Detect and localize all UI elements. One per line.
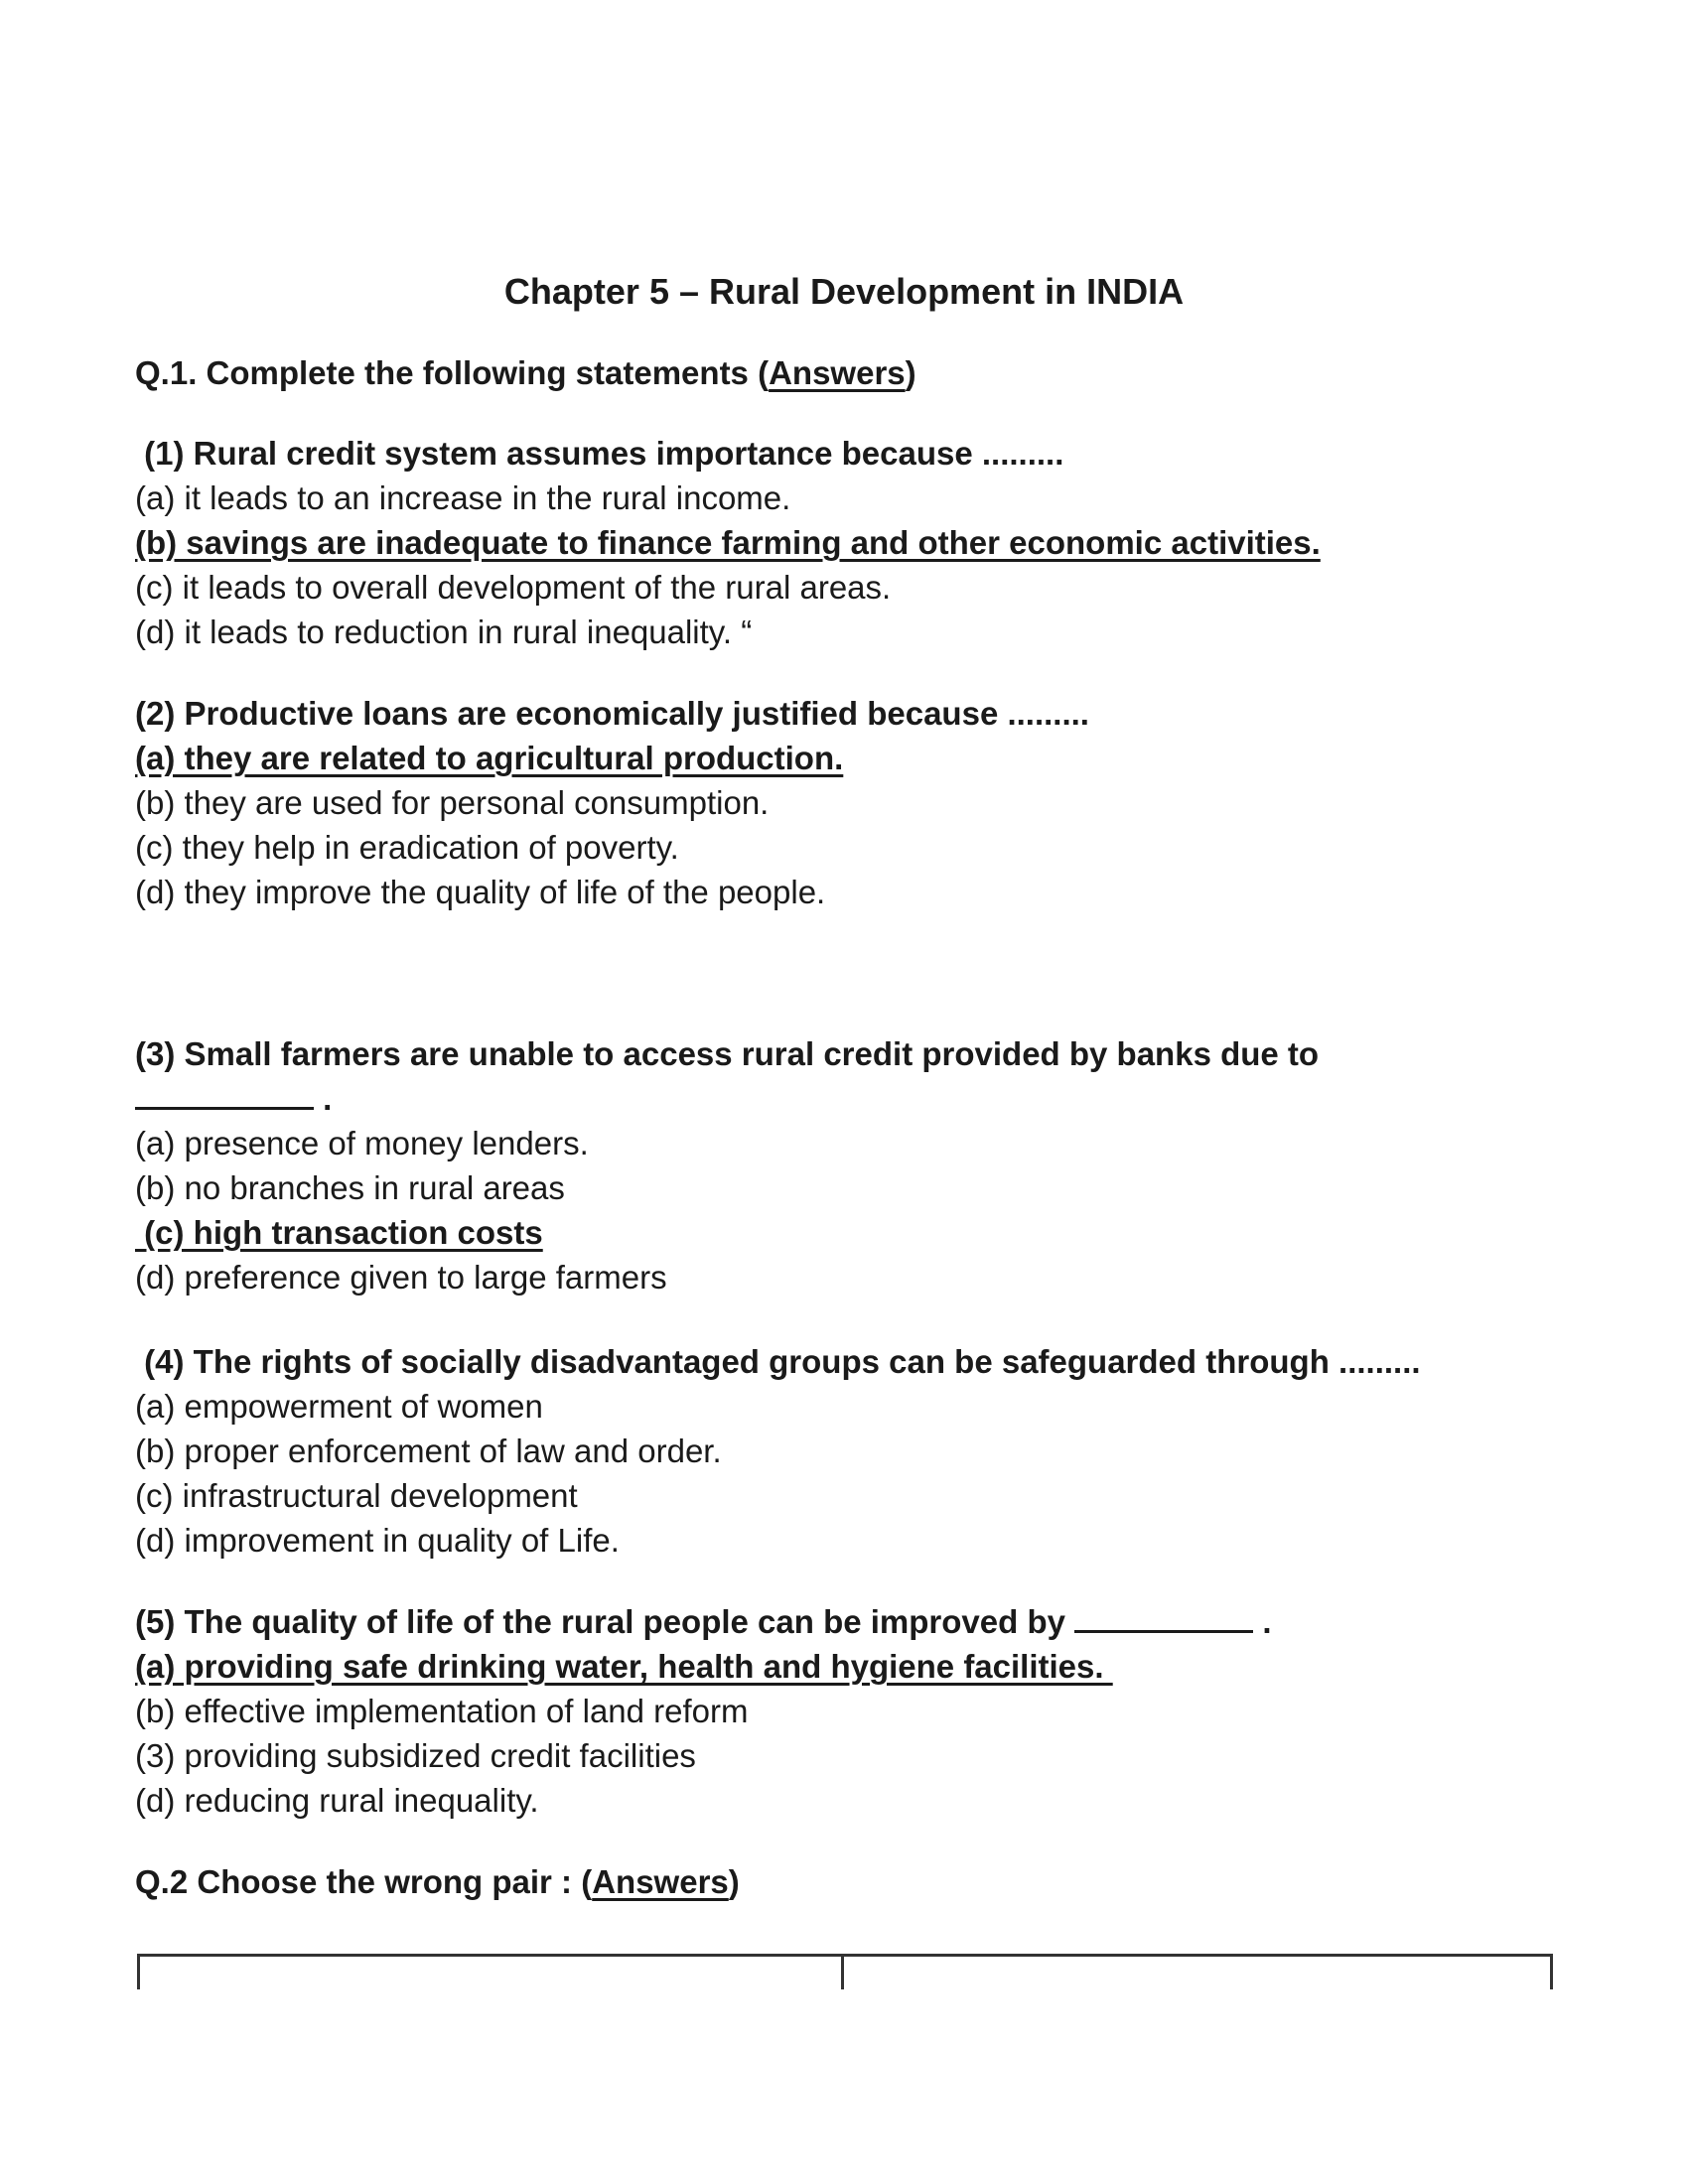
- fill-in-blank: [1074, 1602, 1253, 1633]
- question-1-option-d: (d) it leads to reduction in rural inequality. “: [135, 614, 753, 650]
- question-5-stem: (5) The quality of life of the rural people can be improved by .: [135, 1603, 1272, 1640]
- question-5-option-b: (b) effective implementation of land reform: [135, 1693, 749, 1729]
- question-1-stem: (1) Rural credit system assumes importance because .........: [135, 435, 1064, 472]
- question-4-option-b: (b) proper enforcement of law and order.: [135, 1433, 722, 1469]
- question-5-option-d: (d) reducing rural inequality.: [135, 1782, 539, 1819]
- pairs-table-column-divider: [841, 1954, 844, 1989]
- question-2-option-c: (c) they help in eradication of poverty.: [135, 829, 679, 866]
- pairs-table: [137, 1954, 1553, 1989]
- question-4-option-c: (c) infrastructural development: [135, 1477, 578, 1514]
- q2-answers-link[interactable]: Answers: [592, 1863, 729, 1900]
- question-3-option-d: (d) preference given to large farmers: [135, 1259, 667, 1296]
- question-2-stem: (2) Productive loans are economically justified because .........: [135, 695, 1089, 732]
- page-title: Chapter 5 – Rural Development in INDIA: [503, 271, 1185, 312]
- question-3-stem-blank: .: [135, 1077, 332, 1121]
- question-4-option-d: (d) improvement in quality of Life.: [135, 1522, 620, 1559]
- question-4-stem: (4) The rights of socially disadvantaged groups can be safeguarded through .........: [135, 1343, 1421, 1380]
- question-2-option-d: (d) they improve the quality of life of the people.: [135, 874, 826, 910]
- question-3-stem: (3) Small farmers are unable to access rural credit provided by banks due to: [135, 1035, 1320, 1072]
- question-5-option-c: (3) providing subsidized credit facilities: [135, 1737, 696, 1774]
- question-3-option-a: (a) presence of money lenders.: [135, 1125, 589, 1161]
- question-1-option-c: (c) it leads to overall development of the rural areas.: [135, 569, 892, 606]
- question-1-option-b-answer: (b) savings are inadequate to finance farming and other economic activities.: [135, 524, 1321, 561]
- question-5-option-a-answer: (a) providing safe drinking water, health and hygiene facilities.: [135, 1648, 1113, 1685]
- question-1-option-a: (a) it leads to an increase in the rural income.: [135, 479, 791, 516]
- q2-heading: Q.2 Choose the wrong pair : (Answers): [135, 1863, 740, 1900]
- question-2-option-a-answer: (a) they are related to agricultural production.: [135, 740, 844, 776]
- fill-in-blank: [135, 1079, 314, 1110]
- q1-answers-link[interactable]: Answers: [769, 354, 906, 391]
- question-2-option-b: (b) they are used for personal consumption.: [135, 784, 770, 821]
- question-4-option-a: (a) empowerment of women: [135, 1388, 543, 1425]
- question-3-option-c-answer: (c) high transaction costs: [135, 1214, 543, 1251]
- question-3-option-b: (b) no branches in rural areas: [135, 1169, 565, 1206]
- q1-heading: Q.1. Complete the following statements (Answers): [135, 354, 916, 391]
